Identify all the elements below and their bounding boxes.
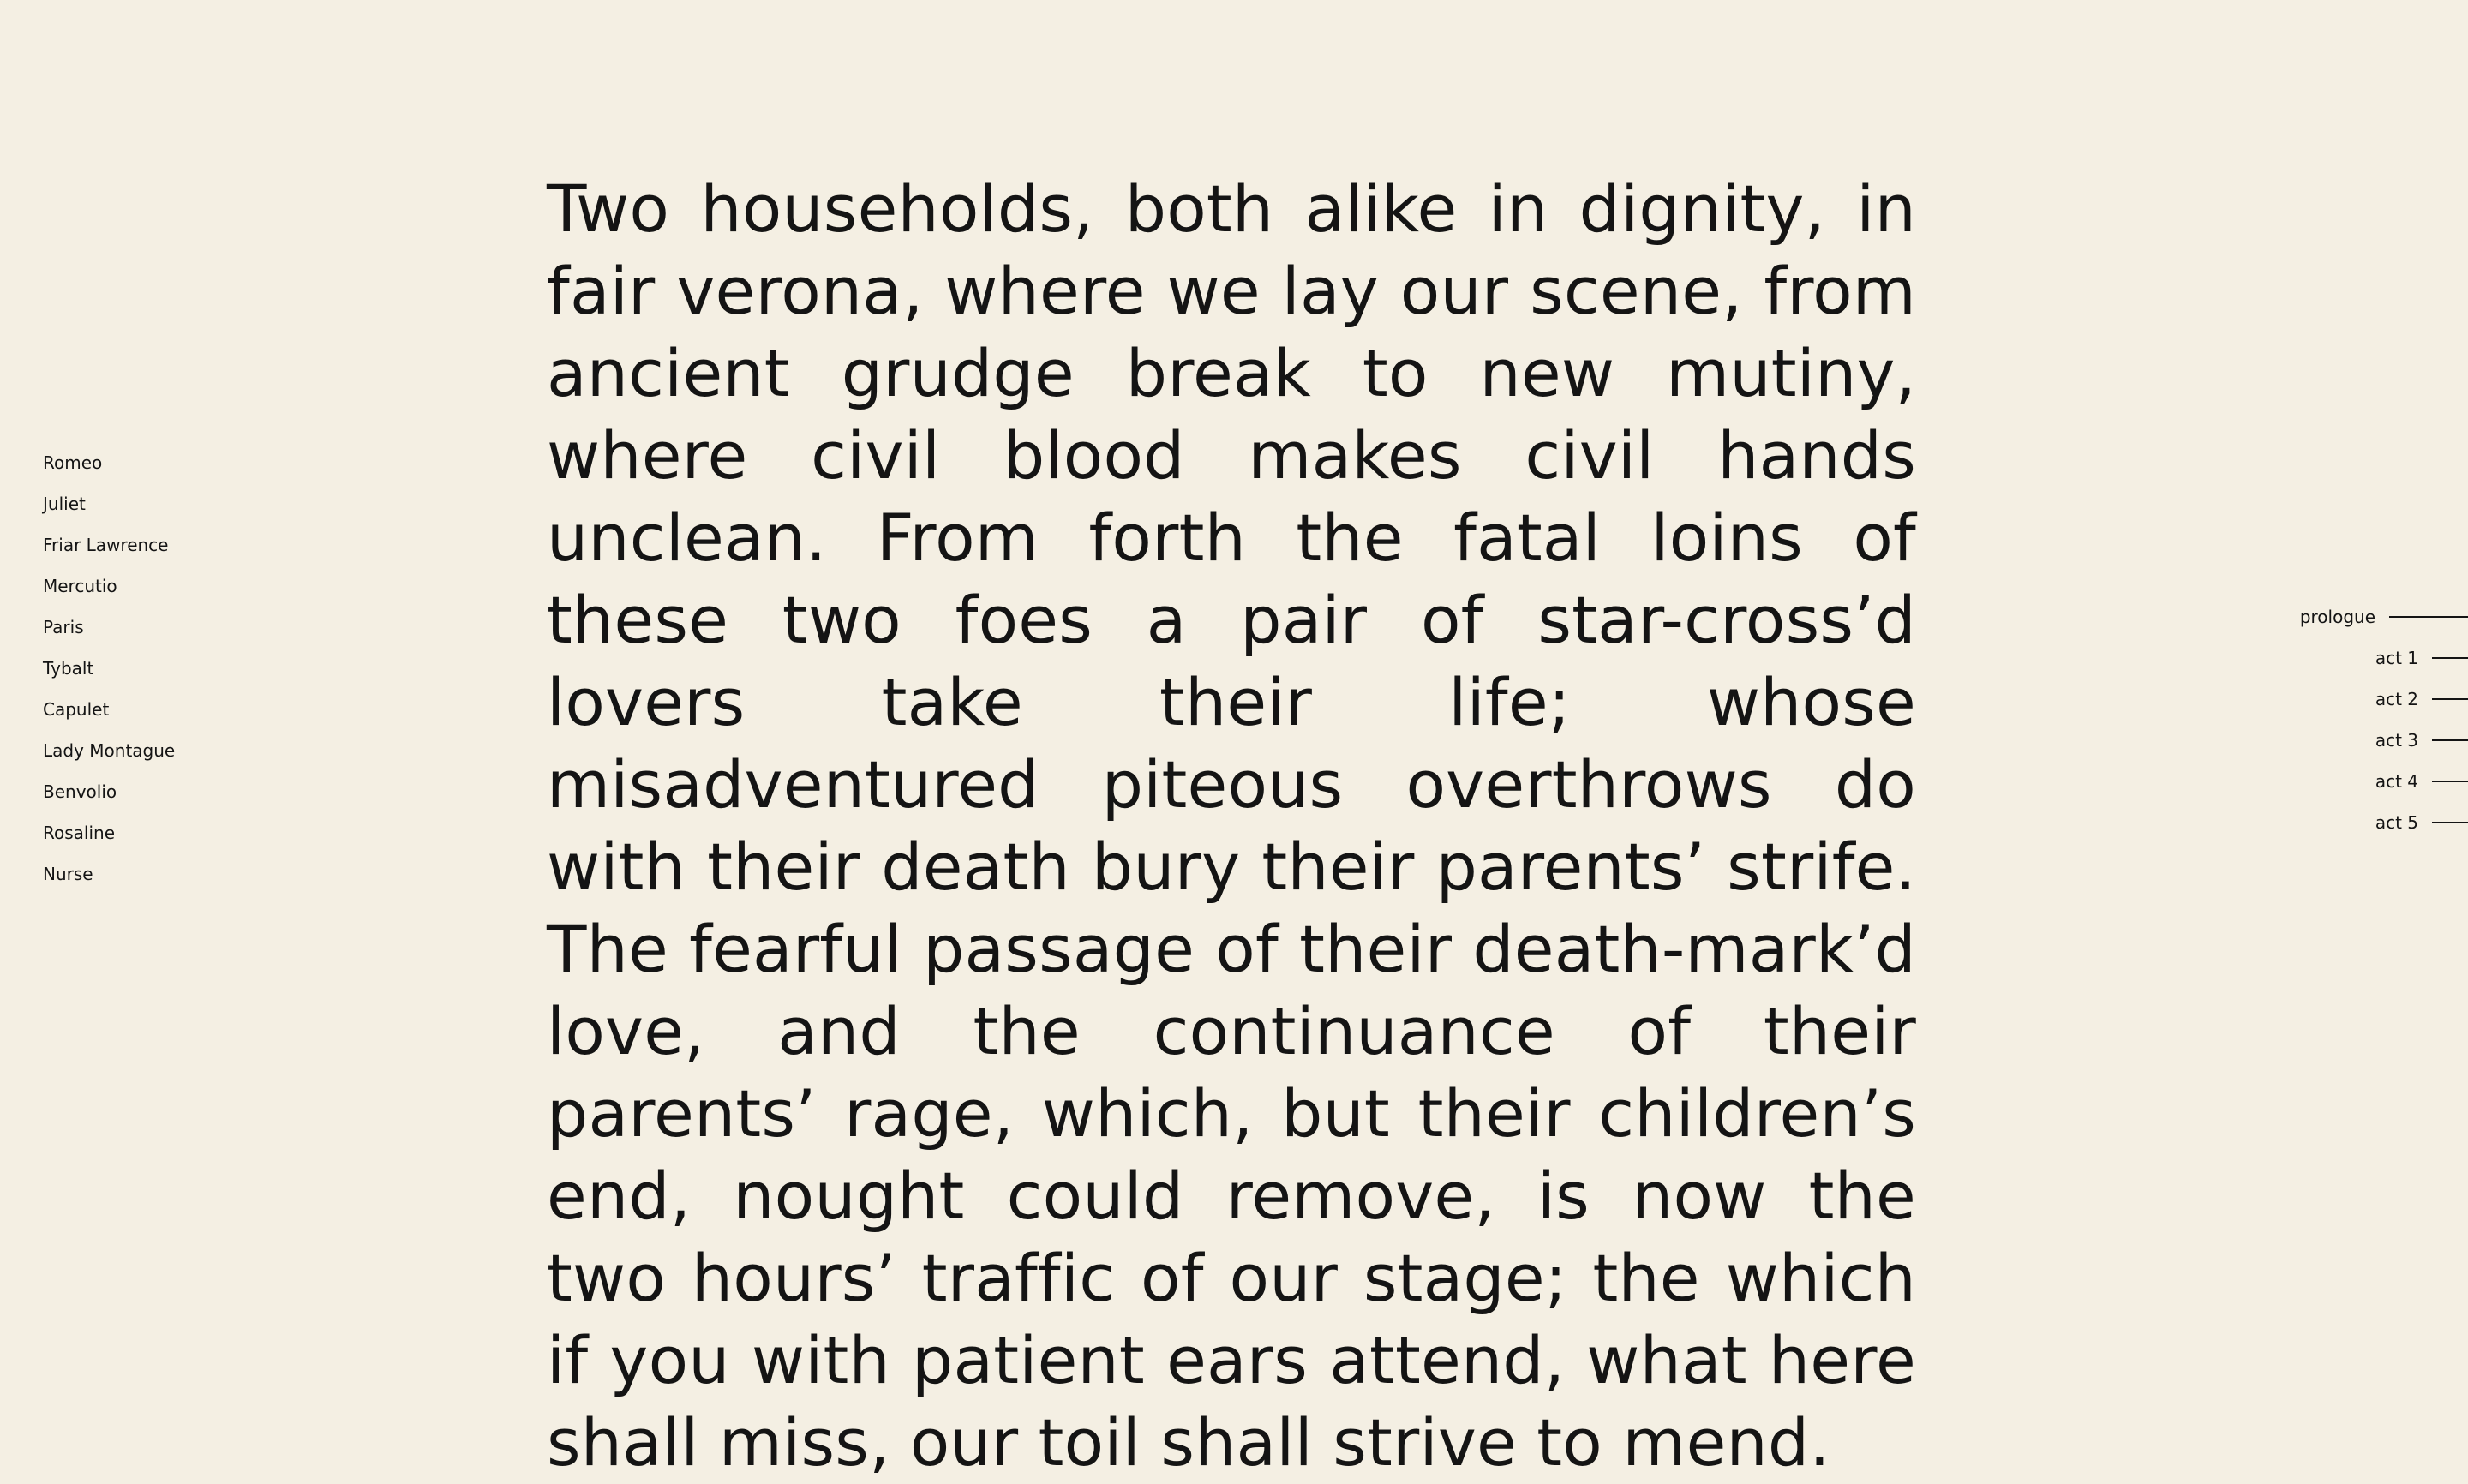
act-nav-label: prologue [2299,607,2375,627]
character-item-rosaline[interactable]: Rosaline [43,823,116,843]
character-item-nurse[interactable]: Nurse [43,864,93,884]
act-nav-item-prologue[interactable] [2245,596,2468,637]
character-item-friar-lawrence[interactable]: Friar Lawrence [43,535,169,555]
character-item-paris[interactable]: Paris [43,617,84,637]
character-list [43,449,175,901]
act-navigation [2245,596,2468,843]
act-nav-item-act-2[interactable] [2245,679,2468,720]
act-nav-label: act 5 [2375,812,2418,833]
act-nav-item-act-3[interactable] [2245,720,2468,761]
act-nav-label: act 2 [2375,689,2418,709]
act-nav-line [2432,822,2468,823]
act-nav-line [2432,657,2468,659]
act-nav-line [2432,781,2468,782]
character-item-romeo[interactable]: Romeo [43,452,103,473]
character-item-tybalt[interactable]: Tybalt [43,658,94,679]
act-nav-item-act-4[interactable] [2245,761,2468,802]
act-nav-line [2432,698,2468,700]
character-item-capulet[interactable]: Capulet [43,699,110,720]
act-nav-item-act-1[interactable] [2245,637,2468,679]
character-item-lady-montague[interactable]: Lady Montague [43,740,176,761]
act-nav-label: act 1 [2375,648,2418,668]
act-nav-line [2389,616,2468,618]
act-nav-item-act-5[interactable] [2245,802,2468,843]
act-nav-label: act 4 [2375,771,2418,792]
character-item-benvolio[interactable]: Benvolio [43,781,117,802]
act-nav-label: act 3 [2375,730,2418,751]
prologue-text: Two households, both alike in dignity, in fair verona, where we lay our scene, from ancient grudge break to new mutiny, where civil blood makes civil hands unclean. From forth the fatal loins of these two foes a pair of star-cross’d lovers take their life; whose misadventured piteous overthrows do with their death bury their parents’ strife. The fearful passage of their death-mark’d love, and the continuance of their parents’ rage, which, but their children’s end, nought could remove, is now the two hours’ traffic of our stage; the which if you with patient ears attend, what here shall miss, our toil shall strive to mend. [547,171,1916,1481]
act-nav-line [2432,739,2468,741]
character-item-mercutio[interactable]: Mercutio [43,576,117,596]
character-item-juliet[interactable]: Juliet [43,494,86,514]
